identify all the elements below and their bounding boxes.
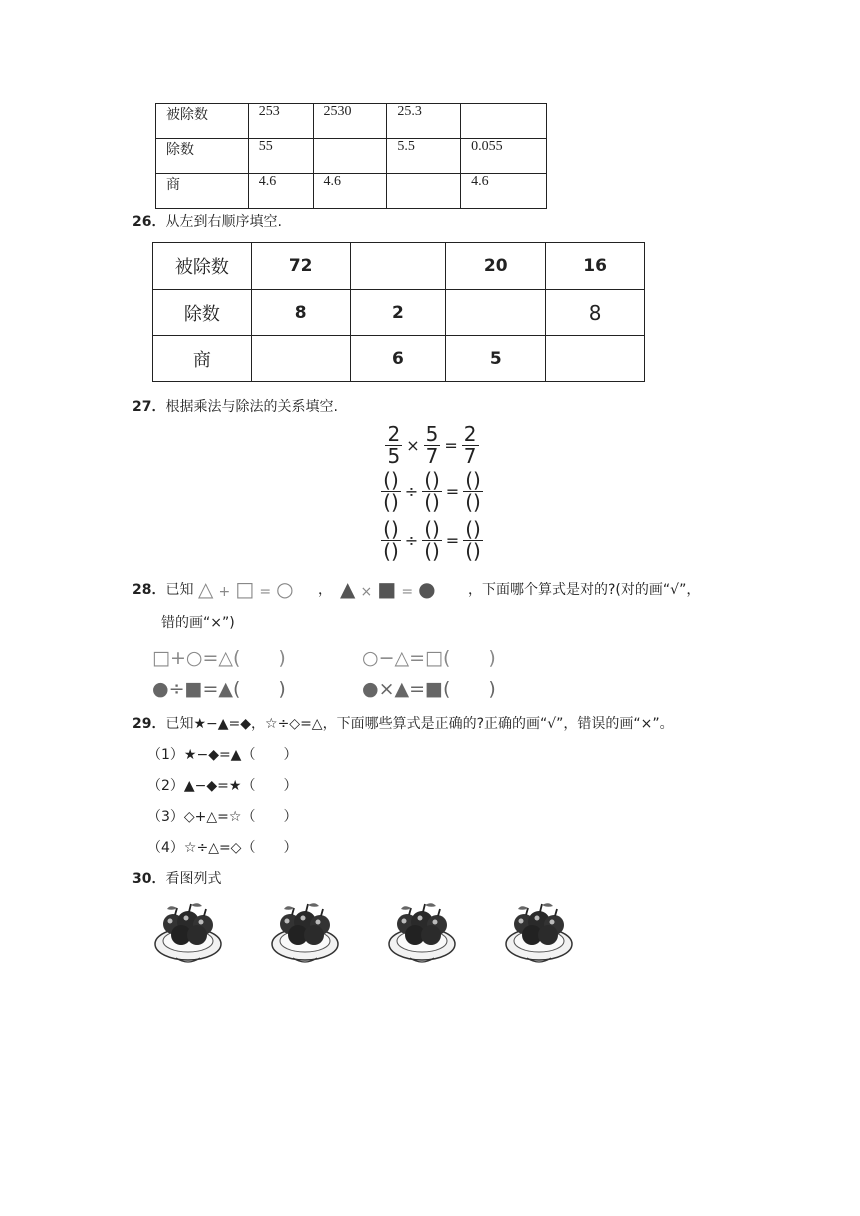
question-28 [132, 579, 193, 599]
equals-sign: = [445, 482, 460, 501]
table-cell: 5.5 [387, 139, 461, 174]
table-row [153, 290, 645, 336]
statement-item[interactable]: （4）☆÷△=◇（ ） [147, 840, 298, 856]
divide-sign: ÷ [404, 531, 419, 550]
option-item[interactable]: □+○=△( ) [152, 647, 286, 669]
table-row [153, 336, 645, 382]
question-number: 26． [132, 214, 166, 230]
blank-fraction[interactable]: $\frac{()}{()}$ [465, 468, 481, 514]
plus-sign: + [218, 584, 231, 600]
table-cell: 25.3 [387, 104, 461, 139]
triangle-outline-icon: △ [198, 577, 214, 601]
blank-fraction[interactable]: $\frac{()}{()}$ [424, 517, 440, 563]
table-cell: 20 [446, 243, 546, 290]
apple-plates-figure [140, 892, 590, 976]
table-cell[interactable] [546, 336, 645, 382]
equals-sign: = [444, 436, 458, 455]
question-number: 28． [132, 582, 166, 598]
blank-fraction[interactable]: $\frac{()}{()}$ [383, 517, 399, 563]
row-label: 商 [156, 174, 249, 209]
multiply-sign: × [406, 436, 420, 455]
table-division-2 [152, 242, 645, 382]
circle-filled-icon: ● [418, 577, 436, 601]
table-row [153, 243, 645, 290]
statement-item[interactable]: （3）◇+△=☆（ ） [147, 809, 298, 825]
question-number: 30． [132, 871, 166, 887]
table-cell[interactable] [387, 174, 461, 209]
table-cell[interactable] [461, 104, 547, 139]
option-item[interactable]: ○−△=□( ) [362, 647, 496, 669]
fraction: $\frac{2}{5}$ [387, 422, 401, 468]
apple-plate-image [389, 903, 455, 962]
fraction: $\frac{5}{7}$ [425, 422, 439, 468]
option-item[interactable]: ●×▲=■( ) [362, 678, 496, 700]
given-equation-filled [340, 577, 436, 601]
equals-sign: = [259, 584, 272, 600]
question-text: 已知★−▲=◆，☆÷◇=△，下面哪些算式是正确的?正确的画“√”，错误的画“×”。 [165, 716, 674, 732]
square-filled-icon: ■ [377, 577, 397, 601]
table-cell: 6 [350, 336, 446, 382]
apple-plate-image [155, 903, 221, 962]
question-29 [132, 713, 674, 733]
table-cell: 253 [248, 104, 313, 139]
question-27 [132, 396, 338, 416]
question-text-prefix: 已知 [165, 582, 194, 598]
question-number: 29． [132, 716, 166, 732]
row-label: 商 [153, 336, 252, 382]
equation-divide-2 [379, 519, 485, 562]
question-text-suffix: ，下面哪个算式是对的?(对的画“√”， [468, 582, 701, 598]
question-number: 27． [132, 399, 166, 415]
question-26 [132, 211, 282, 231]
apple-plate-image [506, 903, 572, 962]
table-cell: 4.6 [313, 174, 387, 209]
square-outline-icon: □ [235, 577, 255, 601]
divide-sign: ÷ [404, 482, 419, 501]
comma: ， [318, 582, 332, 598]
blank-fraction[interactable]: $\frac{()}{()}$ [465, 517, 481, 563]
table-cell: 4.6 [248, 174, 313, 209]
table-cell[interactable] [313, 139, 387, 174]
question-30 [132, 868, 221, 888]
triangle-filled-icon: ▲ [340, 577, 356, 601]
row-label: 被除数 [153, 243, 252, 290]
question-text: 根据乘法与除法的关系填空. [165, 399, 338, 415]
row-label: 除数 [153, 290, 252, 336]
table-cell: 16 [546, 243, 645, 290]
blank-fraction[interactable]: $\frac{()}{()}$ [383, 468, 399, 514]
table-cell: 5 [446, 336, 546, 382]
table-cell: 0.055 [461, 139, 547, 174]
blank-fraction[interactable]: $\frac{()}{()}$ [424, 468, 440, 514]
question-text-line2: 错的画“×”) [161, 615, 235, 631]
table-cell: 55 [248, 139, 313, 174]
table-cell: 2 [350, 290, 446, 336]
multiply-sign: × [360, 584, 373, 600]
equals-sign: = [401, 584, 414, 600]
row-label: 除数 [156, 139, 249, 174]
table-row [156, 174, 547, 209]
table-cell: 2530 [313, 104, 387, 139]
circle-outline-icon: ○ [276, 577, 294, 601]
fraction: $\frac{2}{7}$ [463, 422, 477, 468]
table-cell: 72 [251, 243, 350, 290]
table-cell: 4.6 [461, 174, 547, 209]
apple-plate-image [272, 903, 338, 962]
table-row [156, 139, 547, 174]
statement-item[interactable]: （2）▲−◆=★（ ） [147, 778, 298, 794]
row-label: 被除数 [156, 104, 249, 139]
table-cell: 8 [546, 290, 645, 336]
question-text: 从左到右顺序填空. [165, 214, 282, 230]
statement-item[interactable]: （1）★−◆=▲（ ） [147, 747, 298, 763]
table-cell[interactable] [446, 290, 546, 336]
table-cell[interactable] [251, 336, 350, 382]
table-division-1 [155, 103, 547, 209]
given-equation-outline [198, 577, 294, 601]
equation-divide-1 [379, 470, 485, 513]
option-item[interactable]: ●÷■=▲( ) [152, 678, 286, 700]
question-text: 看图列式 [165, 871, 222, 887]
equals-sign: = [445, 531, 460, 550]
table-cell[interactable] [350, 243, 446, 290]
table-cell: 8 [251, 290, 350, 336]
equation-multiply [382, 424, 482, 467]
table-row [156, 104, 547, 139]
